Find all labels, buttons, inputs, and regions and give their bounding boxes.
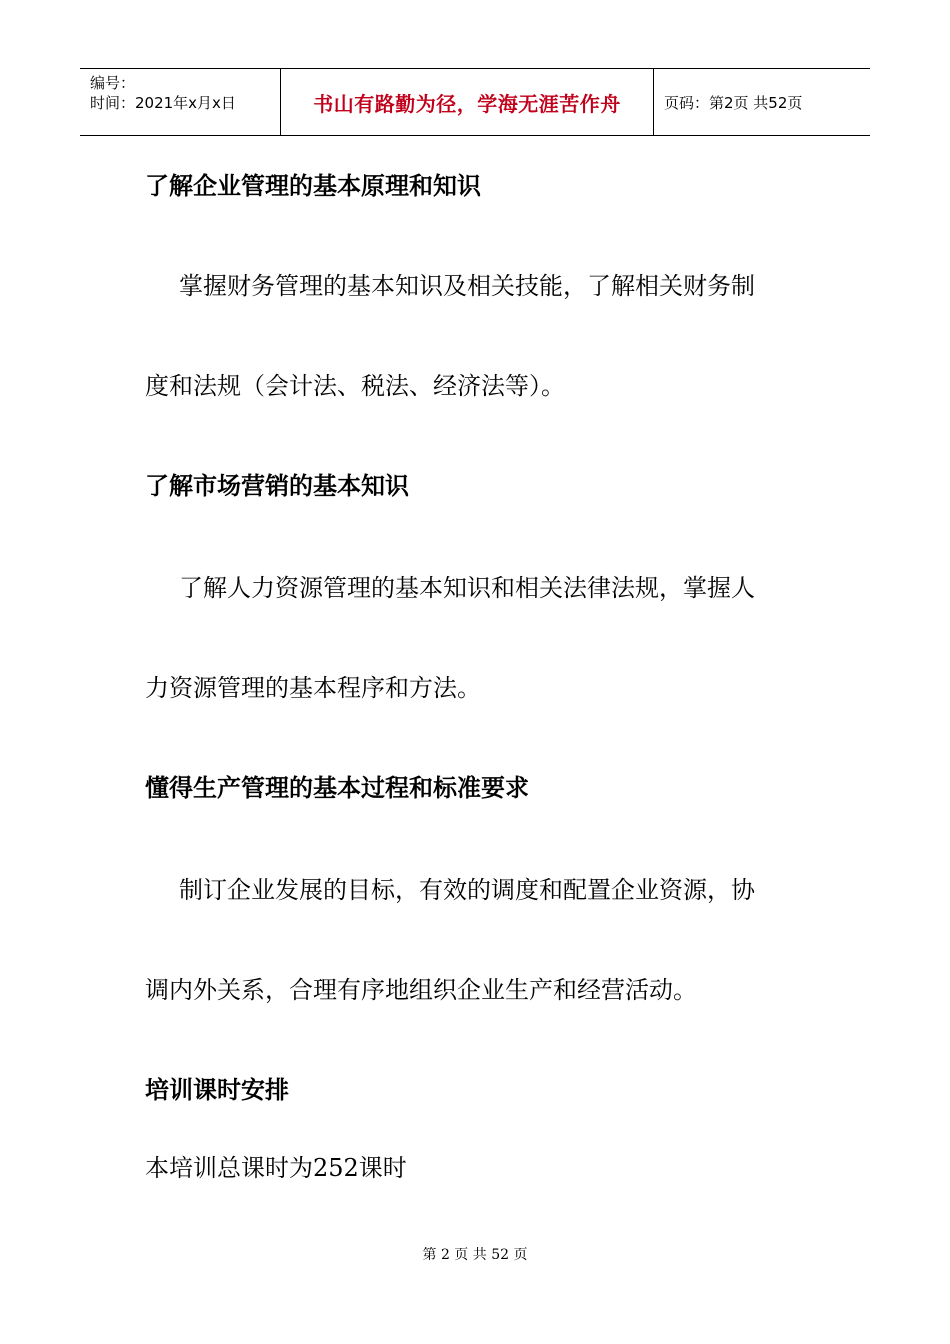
paragraph-line: 掌握财务管理的基本知识及相关技能，了解相关财务制 [179,272,755,300]
document-number-label: 编号： [90,74,136,92]
header-motto: 书山有路勤为径，学海无涯苦作舟 [313,91,621,116]
header-motto-cell [281,69,654,135]
document-time-label: 时间：2021年x月x日 [90,94,236,112]
paragraph-line: 度和法规（会计法、税法、经济法等）。 [145,372,565,400]
paragraph-line: 调内外关系，合理有序地组织企业生产和经营活动。 [145,976,697,1004]
section-heading: 懂得生产管理的基本过程和标准要求 [145,774,529,802]
paragraph-line: 制订企业发展的目标，有效的调度和配置企业资源，协 [179,876,755,904]
paragraph-line: 力资源管理的基本程序和方法。 [145,674,481,702]
page-footer: 第 2 页 共 52 页 [422,1247,528,1263]
paragraph-line: 了解人力资源管理的基本知识和相关法律法规，掌握人 [179,574,755,602]
paragraph-line: 本培训总课时为252课时 [145,1154,407,1182]
header-meta-cell [80,69,281,135]
section-heading: 了解企业管理的基本原理和知识 [145,172,481,200]
section-heading: 了解市场营销的基本知识 [145,472,409,500]
header-page-cell [654,69,870,135]
header-page-number: 页码：第2页 共52页 [664,93,803,112]
section-heading: 培训课时安排 [145,1076,289,1104]
document-header [80,68,870,136]
